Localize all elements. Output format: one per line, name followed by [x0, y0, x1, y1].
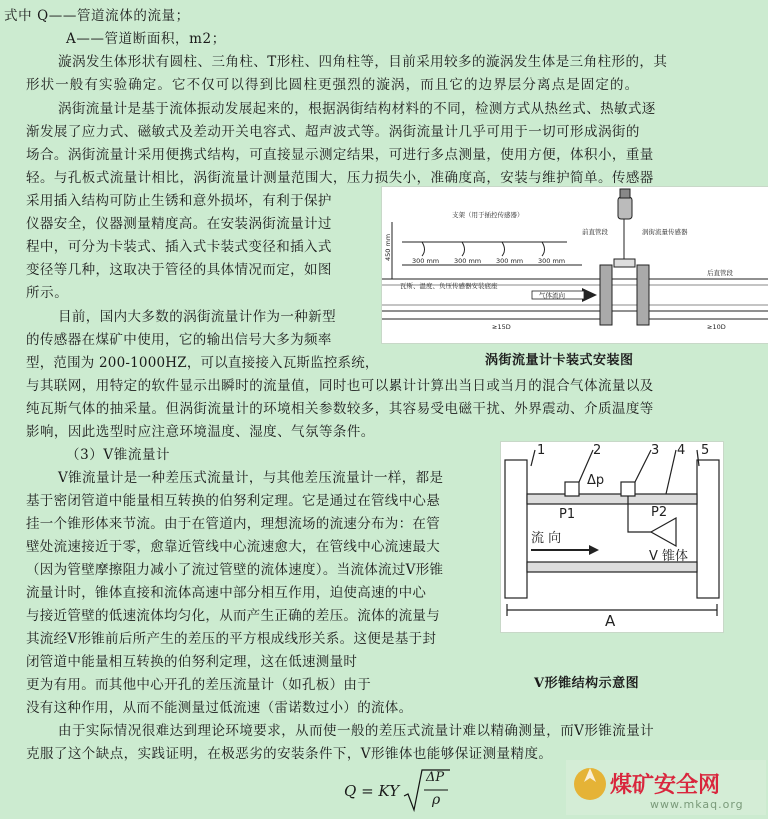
- text-line: 闭管道中能量相互转换的伯努利定理，这在低速测量时: [26, 654, 358, 670]
- sensor-base-note: 瓦斯、温度、负压传感器安装底座: [400, 282, 498, 290]
- part-number-2: 2: [593, 443, 602, 458]
- part-number-1: 1: [537, 443, 546, 458]
- front-pipe-label: 前直管段: [582, 228, 608, 236]
- sensor-label: 涡街流量传感器: [642, 228, 688, 236]
- p1-label: P1: [559, 507, 576, 522]
- text-line: 目前，国内大多数的涡街流量计作为一种新型: [58, 309, 336, 325]
- logo-name: 煤矿安全网: [610, 772, 721, 798]
- text-line: 与接近管壁的低速流体均匀化，从而产生正确的差压。流体的流量与: [26, 608, 440, 624]
- text-line: 挂一个锥形体来节流。由于在管道内，理想流场的流速分布为：在管: [26, 516, 440, 532]
- v-cone-figure-caption: V形锥结构示意图: [534, 676, 640, 691]
- text-line: A——管道断面积，m2；: [66, 31, 226, 47]
- rear-pipe-label: 后直管段: [707, 269, 733, 277]
- text-line: 程中，可分为卡装式、插入式卡装式变径和插入式: [26, 239, 332, 255]
- flow-formula: [344, 768, 454, 814]
- text-line: 流量计时，锥体直接和流体高速中部分相互作用，迫使高速的中心: [26, 585, 427, 601]
- v-cone-diagram: [501, 442, 723, 632]
- dim-300a-label: 300 mm: [412, 257, 440, 265]
- text-line: 涡街流量计是基于流体振动发展起来的，根据涡街结构材料的不同，检测方式从热丝式、热敏式逐: [58, 101, 656, 117]
- text-line: 式中 Q——管道流体的流量；: [4, 8, 190, 24]
- text-line: 纯瓦斯气体的抽采量。但涡街流量计的环境相关参数较多，其容易受电磁干扰、外界震动、介质温度等: [26, 401, 654, 417]
- text-line: （3）V锥流量计: [66, 447, 171, 463]
- part-number-4: 4: [677, 443, 686, 458]
- dim-450-label: 450 mm: [384, 233, 392, 261]
- text-line: 渐发展了应力式、磁敏式及差动开关电容式、超声波式等。涡街流量计几乎可用于一切可形成涡街的: [26, 124, 640, 140]
- vortex-figure-caption: 涡街流量计卡装式安装图: [485, 353, 634, 368]
- dim-300c-label: 300 mm: [496, 257, 524, 265]
- dim-300d-label: 300 mm: [538, 257, 566, 265]
- len-10d-label: ≥10D: [707, 323, 726, 331]
- text-line: 仪器安全，仪器测量精度高。在安装涡街流量计过: [26, 216, 332, 232]
- logo-url: www.mkaq.org: [650, 798, 744, 811]
- text-line: 由于实际情况很难达到理论环境要求，从而使一般的差压式流量计难以精确测量，而V形锥流量计: [58, 723, 655, 739]
- text-line: 型，范围为 200-1000HZ，可以直接接入瓦斯监控系统，: [26, 355, 379, 371]
- dimension-a-label: A: [605, 612, 616, 630]
- logo-graphic: [566, 760, 766, 815]
- text-line: 变径等几种，这取决于管径的具体情况而定，如图: [26, 262, 332, 278]
- text-line: 采用插入结构可防止生锈和意外损坏，有利于保护: [26, 193, 332, 209]
- text-line: （因为管壁摩擦阻力减小了流过管壁的流体速度）。当流体流过V形锥: [26, 562, 444, 578]
- text-line: V锥流量计是一种差压式流量计，与其他差压流量计一样，都是: [58, 470, 444, 486]
- text-line: 更为有用。而其他中心开孔的差压流量计（如孔板）由于: [26, 677, 371, 693]
- text-line: 没有这种作用，从而不能测量过低流速（雷诺数过小）的流体。: [26, 700, 413, 716]
- text-line: 场合。涡街流量计采用便携式结构，可直接显示测定结果，可进行多点测量，使用方便，体积小，重量: [26, 147, 654, 163]
- part-number-5: 5: [701, 443, 710, 458]
- text-line: 所示。: [26, 285, 69, 301]
- formula-denominator: ρ: [432, 792, 441, 808]
- text-line: 的传感器在煤矿中使用，它的输出信号大多为频率: [26, 332, 332, 348]
- v-cone-figure: [500, 441, 724, 633]
- text-line: 其流经V形锥前后所产生的差压的平方根成线形关系。这便是基于封: [26, 631, 437, 647]
- dim-300b-label: 300 mm: [454, 257, 482, 265]
- text-line: 影响，因此选型时应注意环境温度、湿度、气氛等条件。: [26, 424, 375, 440]
- text-line: 轻。与孔板式流量计相比，涡街流量计测量范围大，压力损失小，准确度高，安装与维护简单。传感器: [26, 170, 654, 186]
- vortex-installation-diagram: [382, 187, 768, 343]
- text-line: 基于密闭管道中能量相互转换的伯努利定理。它是通过在管线中心悬: [26, 493, 440, 509]
- text-line: 与其联网，用特定的软件显示出瞬时的流量值，同时也可以累计计算出当日或当月的混合气体流量以及: [26, 378, 654, 394]
- formula-lhs: Q = KY: [344, 782, 400, 800]
- text-line: 克服了这个缺点，实践证明，在极恶劣的安装条件下，V形锥体也能够保证测量精度。: [26, 746, 553, 762]
- flow-label: 流 向: [531, 531, 562, 546]
- site-logo: [566, 760, 766, 815]
- p2-label: P2: [651, 505, 668, 520]
- text-line: 形状一般有实验确定。它不仅可以得到比圆柱更强烈的漩涡，而且它的边界层分离点是固定的。: [26, 77, 640, 93]
- delta-p-label: Δp: [587, 473, 605, 488]
- cone-label: V 锥体: [649, 549, 689, 564]
- flow-direction-label: 气体流向: [539, 291, 565, 300]
- part-number-3: 3: [651, 443, 660, 458]
- vortex-installation-figure: [381, 186, 768, 344]
- text-line: 漩涡发生体形状有圆柱、三角柱、T形柱、四角柱等，目前采用较多的漩涡发生体是三角柱形的，其: [58, 54, 668, 70]
- len-15d-label: ≥15D: [492, 323, 511, 331]
- text-line: 壁处流速接近于零，愈靠近管线中心流速愈大，在管线中心流速最大: [26, 539, 440, 555]
- formula-numerator: ΔP: [426, 770, 445, 785]
- support-label: 支架（用于插控传感器）: [452, 211, 524, 219]
